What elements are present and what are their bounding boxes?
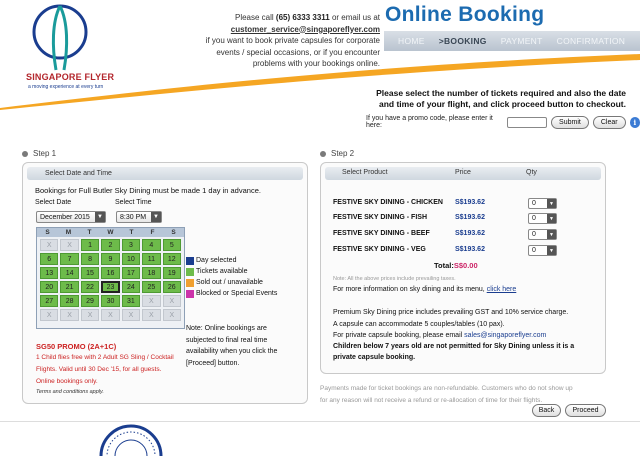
calendar-day-unavailable: X <box>142 295 160 307</box>
flyer-wheel-graphic <box>96 418 166 456</box>
product-row <box>333 214 525 221</box>
chevron-down-icon: ▼ <box>547 214 556 223</box>
calendar-day-unavailable: X <box>40 309 58 321</box>
weekday-label: T <box>87 229 92 236</box>
order-total <box>434 261 478 270</box>
qty-select-fish[interactable] <box>528 213 557 224</box>
calendar-day-unavailable: X <box>60 239 78 251</box>
date-select[interactable] <box>36 211 106 223</box>
calendar-day-unavailable: X <box>163 309 181 321</box>
calendar-day[interactable]: 15 <box>81 267 99 279</box>
calendar-day[interactable]: 11 <box>142 253 160 265</box>
calendar-day-unavailable: X <box>142 309 160 321</box>
calendar-day[interactable]: 6 <box>40 253 58 265</box>
calendar-day[interactable]: 4 <box>142 239 160 251</box>
bullet-icon <box>320 151 326 157</box>
calendar-grid <box>37 237 184 323</box>
nav-booking: >BOOKING <box>438 36 487 46</box>
sales-email-link[interactable]: sales@singaporeflyer.com <box>464 332 547 339</box>
nav-confirmation: CONFIRMATION <box>556 36 626 46</box>
qty-select-chicken[interactable] <box>528 198 557 209</box>
calendar-day[interactable]: 27 <box>40 295 58 307</box>
select-date-label: Select Date <box>35 199 72 206</box>
promo-code-row <box>366 115 640 129</box>
legend-item <box>186 255 277 266</box>
disclaimer-text: Payments made for ticket bookings are non-refundable. Customers who do not show up <box>320 385 573 392</box>
more-info-text <box>333 286 516 293</box>
legend-swatch <box>186 257 194 265</box>
tax-note: Note: All the above prices include prevailing taxes. <box>333 276 456 282</box>
calendar-weekday-header <box>37 228 184 237</box>
select-time-label: Select Time <box>115 199 152 206</box>
product-row <box>333 246 525 253</box>
promo-text: 1 Child flies free with 2 Adult SG Sling / Cocktail <box>36 354 174 361</box>
more-info-label: For more information on sky dining and its menu, <box>333 286 485 293</box>
premium-note: Premium Sky Dining price includes prevailing GST and 10% service charge. <box>333 309 569 316</box>
calendar-day-unavailable: X <box>81 309 99 321</box>
contact-text: problems with your bookings online. <box>252 59 380 68</box>
calendar-day[interactable]: 18 <box>142 267 160 279</box>
sg50-promo-description <box>36 352 186 388</box>
total-label: Total: <box>434 261 454 270</box>
time-select-value: 8:30 PM <box>120 213 147 221</box>
availability-note <box>186 323 292 369</box>
calendar-day[interactable]: 13 <box>40 267 58 279</box>
qty-value: 0 <box>532 215 536 222</box>
calendar-day-unavailable: X <box>40 239 58 251</box>
private-booking-label: For private capsule booking, please email <box>333 332 463 339</box>
product-row <box>333 230 525 237</box>
column-header-qty: Qty <box>526 169 537 176</box>
calendar-day[interactable]: 22 <box>81 281 99 293</box>
chevron-down-icon: ▼ <box>547 246 556 255</box>
chevron-down-icon: ▼ <box>547 199 556 208</box>
qty-value: 0 <box>532 231 536 238</box>
calendar-day[interactable]: 29 <box>81 295 99 307</box>
calendar-day[interactable]: 26 <box>163 281 181 293</box>
intro-text: Please select the number of tickets required and also the date <box>376 88 626 98</box>
calendar-day-unavailable: X <box>60 309 78 321</box>
calendar-day[interactable]: 1 <box>81 239 99 251</box>
intro-text: and time of your flight, and click proceed button to checkout. <box>379 99 626 109</box>
date-select-value: December 2015 <box>40 213 90 221</box>
calendar-day[interactable]: 10 <box>122 253 140 265</box>
chevron-down-icon: ▼ <box>95 212 105 222</box>
promo-clear-button[interactable]: Clear <box>593 116 626 129</box>
note-text: subjected to final real time <box>186 336 268 344</box>
logo-wordmark: SINGAPORE FLYER <box>26 72 115 82</box>
contact-phone: (65) 6333 3311 <box>275 13 330 22</box>
legend-label: Blocked or Special Events <box>196 290 278 297</box>
calendar-day[interactable]: 30 <box>101 295 119 307</box>
chevron-down-icon: ▼ <box>151 212 161 222</box>
step1-panel-header-label: Select Date and Time <box>45 170 112 177</box>
legend-label: Day selected <box>196 257 237 264</box>
calendar-day[interactable]: 2 <box>101 239 119 251</box>
more-info-link[interactable]: click here <box>486 286 517 293</box>
legend-swatch <box>186 279 194 287</box>
calendar-day[interactable]: 16 <box>101 267 119 279</box>
product-price: S$193.62 <box>455 246 485 253</box>
calendar-day-unavailable: X <box>163 295 181 307</box>
note-text: availability when you click the <box>186 348 278 355</box>
weekday-label: T <box>129 229 134 236</box>
legend-label: Tickets available <box>196 268 248 275</box>
step1-title: Step 1 <box>33 149 57 158</box>
page-title: Online Booking <box>385 3 545 26</box>
legend-item <box>186 288 277 299</box>
calendar-day-unavailable: X <box>122 309 140 321</box>
weekday-label: M <box>65 229 72 236</box>
calendar-day[interactable]: 9 <box>101 253 119 265</box>
time-select[interactable] <box>116 211 162 223</box>
calendar-day[interactable]: 23 <box>101 281 119 293</box>
column-header-product: Select Product <box>342 169 388 176</box>
terms-note: Terms and conditions apply. <box>36 389 104 395</box>
date-calendar <box>36 227 185 329</box>
promo-text: Flights. Valid until 30 Dec '15, for all guests. <box>36 366 162 373</box>
promo-code-label: If you have a promo code, please enter it here: <box>366 115 493 129</box>
promo-submit-button[interactable]: Submit <box>551 116 589 129</box>
promo-text: Online bookings only. <box>36 378 98 385</box>
step2-title: Step 2 <box>331 149 355 158</box>
product-price: S$193.62 <box>455 214 485 221</box>
calendar-day[interactable]: 14 <box>60 267 78 279</box>
contact-text: Please call <box>234 13 274 22</box>
calendar-legend <box>186 255 277 299</box>
legend-swatch <box>186 268 194 276</box>
contact-text: events / special occasions, or if you encounter <box>216 47 380 57</box>
logo-tagline: a moving experience at every turn <box>28 84 104 90</box>
step1-panel-header <box>27 167 303 180</box>
nav-payment: PAYMENT <box>500 36 543 46</box>
product-row <box>333 199 525 206</box>
info-icon[interactable]: i <box>630 117 640 128</box>
capsule-note: A capsule can accommodate 5 couples/tables (10 pax). <box>333 321 505 328</box>
calendar-day[interactable]: 8 <box>81 253 99 265</box>
disclaimer-text: for any reason will not receive a refund or re-allocation of time for their flights. <box>320 397 543 404</box>
nav-home[interactable]: HOME <box>398 36 425 46</box>
intro-instructions <box>360 88 626 110</box>
sg50-promo-title: SG50 PROMO (2A+1C) <box>36 342 117 351</box>
weekday-label: S <box>45 229 50 236</box>
children-note: Children below 7 years old are not permitted for Sky Dining unless it is a <box>333 343 575 350</box>
back-button[interactable]: Back <box>532 404 561 417</box>
bullet-icon <box>22 151 28 157</box>
total-amount: S$0.00 <box>453 261 478 270</box>
contact-text: if you want to book private capsules for corporate <box>205 36 380 45</box>
product-price: S$193.62 <box>455 199 485 206</box>
product-name: FESTIVE SKY DINING - FISH <box>333 214 427 221</box>
product-name: FESTIVE SKY DINING - VEG <box>333 246 426 253</box>
promo-code-input[interactable] <box>507 117 547 128</box>
step2-heading <box>320 149 354 158</box>
children-note-cont: private capsule booking. <box>333 354 416 361</box>
product-name: FESTIVE SKY DINING - CHICKEN <box>333 199 443 206</box>
column-header-price: Price <box>455 169 471 176</box>
qty-select-beef[interactable] <box>528 229 557 240</box>
contact-email-link[interactable]: customer_service@singaporeflyer.com <box>230 24 380 34</box>
legend-swatch <box>186 290 194 298</box>
qty-select-veg[interactable] <box>528 245 557 256</box>
weekday-label: S <box>171 229 176 236</box>
calendar-day[interactable]: 28 <box>60 295 78 307</box>
weekday-label: W <box>107 229 114 236</box>
qty-value: 0 <box>532 200 536 207</box>
chevron-down-icon: ▼ <box>547 230 556 239</box>
product-name: FESTIVE SKY DINING - BEEF <box>333 230 430 237</box>
step1-heading <box>22 149 56 158</box>
calendar-day[interactable]: 3 <box>122 239 140 251</box>
calendar-day[interactable]: 25 <box>142 281 160 293</box>
note-text: Note: Online bookings are <box>186 325 267 332</box>
calendar-day[interactable]: 24 <box>122 281 140 293</box>
product-table-header <box>342 169 602 176</box>
calendar-day[interactable]: 12 <box>163 253 181 265</box>
calendar-day-unavailable: X <box>101 309 119 321</box>
legend-item <box>186 277 277 288</box>
calendar-day[interactable]: 31 <box>122 295 140 307</box>
weekday-label: F <box>150 229 155 236</box>
calendar-day[interactable]: 7 <box>60 253 78 265</box>
proceed-button[interactable]: Proceed <box>565 404 606 417</box>
private-booking-note <box>333 332 546 339</box>
qty-value: 0 <box>532 247 536 254</box>
calendar-day[interactable]: 20 <box>40 281 58 293</box>
calendar-day[interactable]: 17 <box>122 267 140 279</box>
calendar-day[interactable]: 21 <box>60 281 78 293</box>
advance-booking-notice: Bookings for Full Butler Sky Dining must be made 1 day in advance. <box>35 186 261 195</box>
product-price: S$193.62 <box>455 230 485 237</box>
calendar-day[interactable]: 19 <box>163 267 181 279</box>
legend-item <box>186 266 277 277</box>
note-text: [Proceed] button. <box>186 359 240 367</box>
contact-text: or email us at <box>331 13 380 22</box>
legend-label: Sold out / unavailable <box>196 279 263 286</box>
calendar-day[interactable]: 5 <box>163 239 181 251</box>
